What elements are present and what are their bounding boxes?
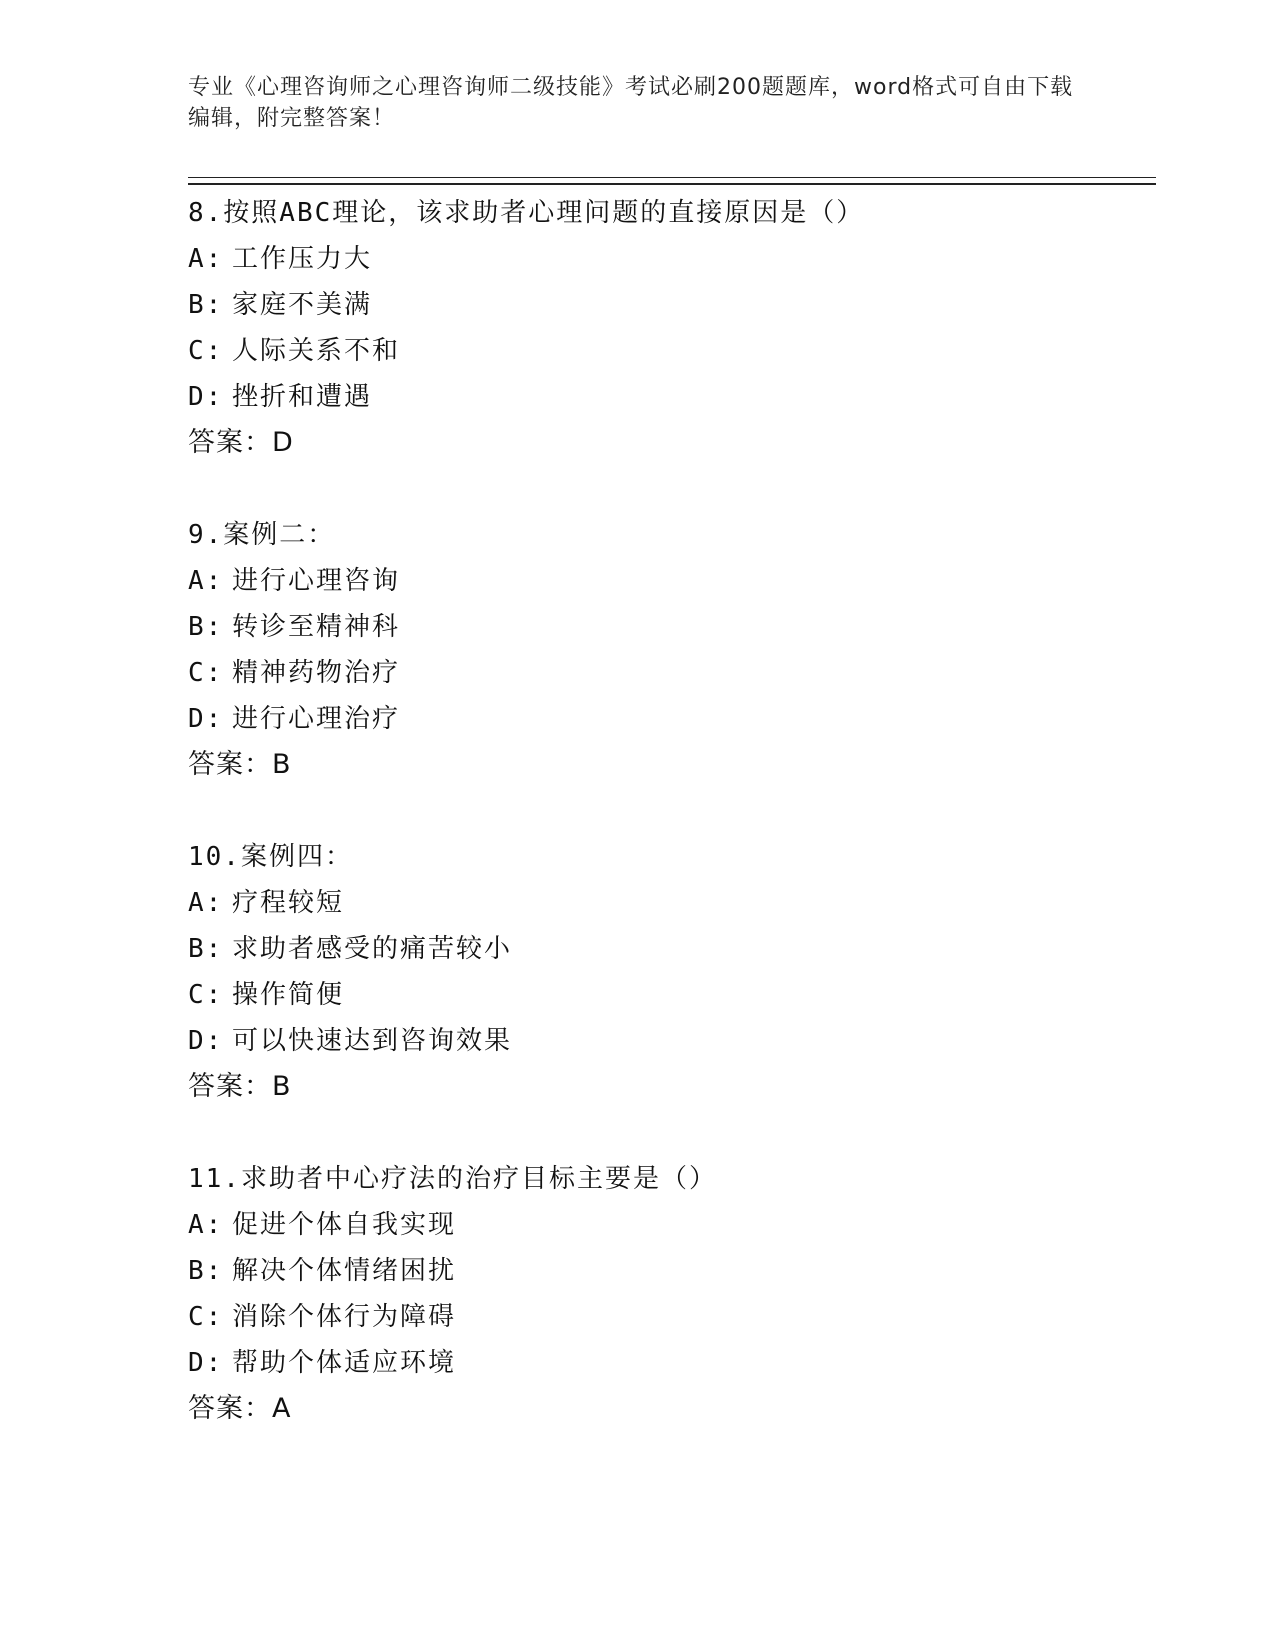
option-text: 解决个体情绪困扰	[232, 1256, 457, 1286]
option-letter: C:	[188, 336, 224, 366]
option-text: 精神药物治疗	[232, 658, 401, 688]
option-a	[188, 236, 1148, 282]
option-d	[188, 1018, 1148, 1064]
option-text: 疗程较短	[232, 888, 345, 918]
question-stem: 11.求助者中心疗法的治疗目标主要是（）	[188, 1164, 717, 1194]
option-text: 转诊至精神科	[232, 612, 401, 642]
option-c	[188, 972, 1148, 1018]
option-letter: A:	[188, 888, 224, 918]
option-letter: A:	[188, 1210, 224, 1240]
option-text: 挫折和遭遇	[232, 382, 373, 412]
question-10	[188, 834, 1148, 1110]
option-text: 帮助个体适应环境	[232, 1348, 457, 1378]
option-c	[188, 650, 1148, 696]
option-text: 进行心理治疗	[232, 704, 401, 734]
option-d	[188, 374, 1148, 420]
option-letter: D:	[188, 704, 224, 734]
option-text: 操作简便	[232, 980, 345, 1010]
header-divider-thin	[188, 177, 1156, 178]
option-a	[188, 880, 1148, 926]
option-text: 工作压力大	[232, 244, 373, 274]
header-divider-thick	[188, 183, 1156, 185]
option-c	[188, 1294, 1148, 1340]
option-letter: A:	[188, 566, 224, 596]
option-letter: D:	[188, 1348, 224, 1378]
answer-line: 答案：B	[188, 1071, 292, 1102]
option-letter: A:	[188, 244, 224, 274]
option-text: 家庭不美满	[232, 290, 373, 320]
option-letter: C:	[188, 658, 224, 688]
option-text: 消除个体行为障碍	[232, 1302, 457, 1332]
option-letter: C:	[188, 980, 224, 1010]
option-b	[188, 926, 1148, 972]
answer-line: 答案：D	[188, 427, 294, 458]
option-c	[188, 328, 1148, 374]
option-a	[188, 558, 1148, 604]
question-9	[188, 512, 1148, 788]
answer-line: 答案：A	[188, 1393, 292, 1424]
question-8	[188, 190, 1148, 466]
option-a	[188, 1202, 1148, 1248]
option-d	[188, 1340, 1148, 1386]
option-letter: B:	[188, 290, 224, 320]
option-letter: D:	[188, 1026, 224, 1056]
option-letter: D:	[188, 382, 224, 412]
option-letter: C:	[188, 1302, 224, 1332]
option-b	[188, 604, 1148, 650]
answer-line: 答案：B	[188, 749, 292, 780]
option-d	[188, 696, 1148, 742]
option-text: 促进个体自我实现	[232, 1210, 457, 1240]
question-stem: 9.案例二：	[188, 520, 336, 550]
option-text: 可以快速达到咨询效果	[232, 1026, 513, 1056]
option-text: 人际关系不和	[232, 336, 401, 366]
option-text: 进行心理咨询	[232, 566, 401, 596]
question-list	[188, 190, 1148, 1432]
option-text: 求助者感受的痛苦较小	[232, 934, 513, 964]
option-letter: B:	[188, 1256, 224, 1286]
option-b	[188, 282, 1148, 328]
option-letter: B:	[188, 612, 224, 642]
question-11	[188, 1156, 1148, 1432]
option-b	[188, 1248, 1148, 1294]
question-stem: 10.案例四：	[188, 842, 353, 872]
question-stem: 8.按照ABC理论，该求助者心理问题的直接原因是（）	[188, 198, 865, 228]
option-letter: B:	[188, 934, 224, 964]
document-intro: 专业《心理咨询师之心理咨询师二级技能》考试必刷200题题库，word格式可自由下载编辑，附完整答案！	[188, 75, 1074, 131]
